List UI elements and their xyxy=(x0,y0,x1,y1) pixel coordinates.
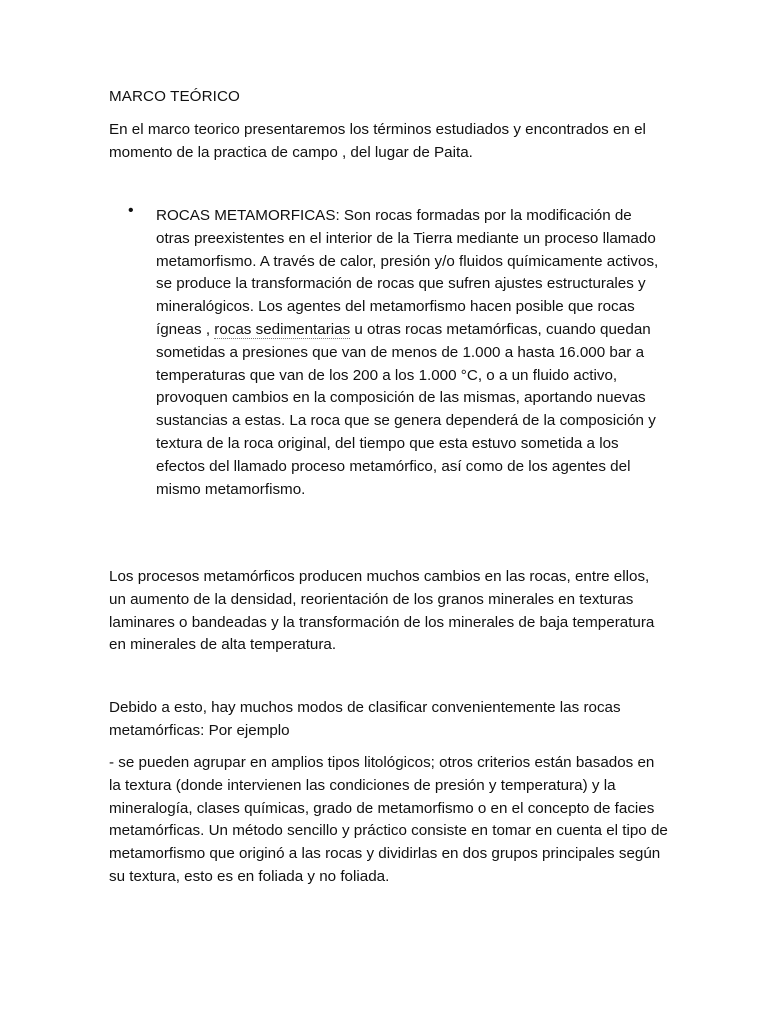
intro-paragraph: En el marco teorico presentaremos los términos estudiados y encontrados en el momento de la practica de campo , del lugar de Paita. xyxy=(109,121,646,161)
bullet-text-after-link: u otras rocas metamórficas, cuando quedan sometidas a presiones que van de menos de 1.000 a hasta 16.000 bar a temperaturas que van de los 200 a los 1.000 °C, o a un fluido activo, provoquen cambios en la composición de las mismas, aportando nuevas sustancias a estas. La roca que se genera dependerá de la composición y textura de la roca original, del tiempo que esta estuvo sometida a los efectos del llamado proceso metamórfico, así como de los agentes del mismo metamorfismo. xyxy=(156,320,656,498)
bullet-term: ROCAS METAMORFICAS: xyxy=(156,207,340,224)
bullet-paragraph-rocas-metamorficas xyxy=(156,205,666,501)
debido-paragraph: Debido a esto, hay muchos modos de clasificar convenientemente las rocas metamórficas: Por ejemplo xyxy=(109,699,621,739)
ejemplo-paragraph: - se pueden agrupar en amplios tipos litológicos; otros criterios están basados en la textura (donde intervienen las condiciones de presión y temperatura) y la mineralogía, clases químicas, grado de metamorfismo o en el concepto de facies metamórficas. Un método sencillo y práctico consiste en tomar en cuenta el tipo de metamorfismo que originó a las rocas y dividirlas en dos grupos principales según su textura, esto es en foliada y no foliada. xyxy=(109,754,668,885)
bullet-marker: • xyxy=(128,202,134,219)
page-title: MARCO TEÓRICO xyxy=(109,88,240,105)
bullet-text-before-link: Son rocas formadas por la modificación de otras preexistentes en el interior de la Tierra mediante un proceso llamado metamorfismo. A través de calor, presión y/o fluidos químicamente activos, se produce la transformación de rocas que sufren ajustes estructurales y mineralógicos. Los agentes del metamorfismo hacen posible que rocas ígneas , xyxy=(156,207,659,338)
rocas-sedimentarias-link[interactable]: rocas sedimentarias xyxy=(214,320,351,338)
procesos-paragraph: Los procesos metamórficos producen muchos cambios en las rocas, entre ellos, un aumento de la densidad, reorientación de los granos minerales en texturas laminares o bandeadas y la transformación de los minerales de baja temperatura en minerales de alta temperatura. xyxy=(109,568,655,654)
